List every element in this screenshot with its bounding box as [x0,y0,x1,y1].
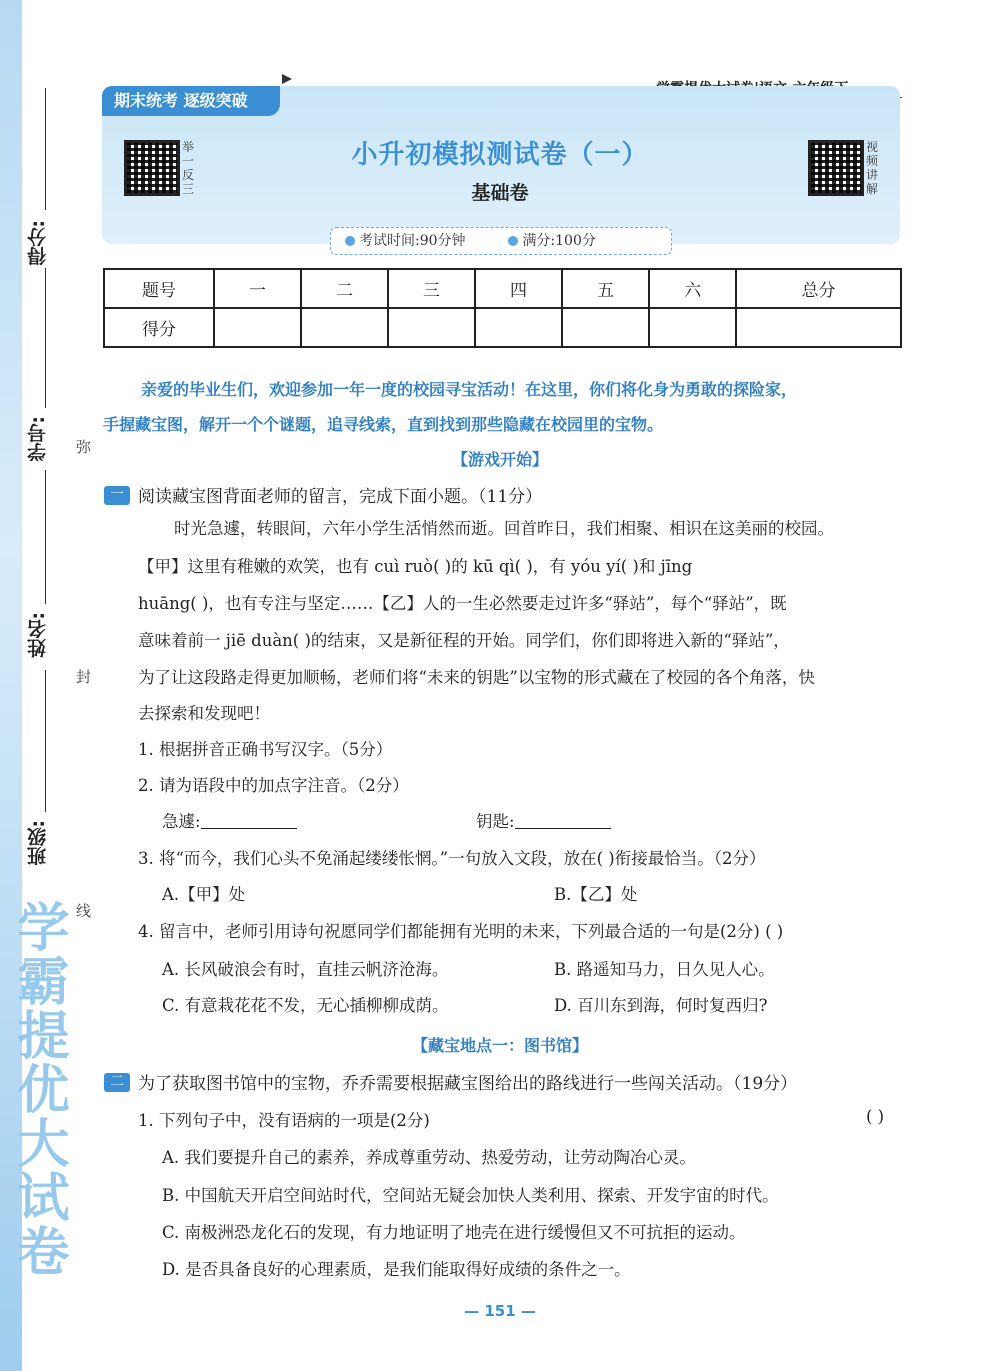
score-label: 得分: [27,220,49,266]
question-badge-1: 一 [104,486,130,505]
option-b[interactable]: B. 中国航天开启空间站时代，空间站无疑会加快人类利用、探索、开发宇宙的时代。 [162,1186,779,1205]
score-table-header-cell: 一 [214,269,301,308]
pinyin-blank-a[interactable] [201,811,297,829]
qr-right-label: 视频讲解 [866,140,879,196]
option-a[interactable]: A.【甲】处 [162,885,246,904]
score-cell[interactable] [649,308,736,347]
pinyin-answer-a [162,808,297,832]
option-a[interactable]: A. 我们要提升自己的素养，养成尊重劳动、热爱劳动，让劳动陶冶心灵。 [162,1148,696,1167]
subquestion-2: 2. 请为语段中的加点字注音。（2分） [138,776,409,795]
section-head-2: 【藏宝地点一：图书馆】 [411,1036,588,1055]
brand-vertical: 学霸提优大试卷 [8,900,68,1278]
score-cell[interactable] [736,308,901,347]
score-cell[interactable] [214,308,301,347]
score-table-row [104,308,901,347]
exam-tag: 期末统考 逐级突破 [102,86,280,116]
exam-time: 考试时间:90分钟 [359,233,466,249]
question-title-2: 为了获取图书馆中的宝物，乔乔需要根据藏宝图给出的路线进行一些闯关活动。（19分） [138,1074,798,1094]
clock-icon [345,236,355,246]
name-label: 姓名: [27,612,49,658]
passage-line: 【甲】这里有稚嫩的欢笑，也有 cuì ruò( )的 kū qì( )，有 yóu yí( )和 jīng [138,557,693,576]
option-c[interactable]: C. 南极洲恐龙化石的发现，有力地证明了地壳在进行缓慢但又不可抗拒的运动。 [162,1223,746,1242]
score-table-header-cell: 四 [475,269,562,308]
score-table-header-cell: 题号 [104,269,214,308]
score-cell[interactable] [562,308,649,347]
question-badge-2: 二 [104,1073,130,1092]
passage-line: 去探索和发现吧！ [138,704,270,723]
option-b[interactable]: B.【乙】处 [554,885,638,904]
intro-line-2: 手握藏宝图，解开一个个谜题，追寻线索，直到找到那些隐藏在校园里的宝物。 [103,415,664,434]
passage-line: 时光急遽，转眼间，六年小学生活悄然而逝。回首昨日，我们相聚、相识在这美丽的校园。 [174,519,834,538]
student-id-line[interactable] [45,268,46,408]
option-d[interactable]: D. 是否具备良好的心理素质，是我们能取得好成绩的条件之一。 [162,1260,631,1279]
score-table-header-cell: 总分 [736,269,901,308]
class-line[interactable] [45,670,46,812]
score-table-header-row [104,269,901,308]
check-icon [508,236,518,246]
intro-line-1: 亲爱的毕业生们，欢迎参加一年一度的校园寻宝活动！在这里，你们将化身为勇敢的探险家， [141,380,798,399]
option-a[interactable]: A. 长风破浪会有时，直挂云帆济沧海。 [162,960,449,979]
seal-char-mi: 弥 [76,438,92,456]
name-line[interactable] [45,470,46,604]
seal-char-feng: 封 [76,668,92,686]
section-head-1: 【游戏开始】 [451,450,548,469]
score-table-header-cell: 二 [301,269,388,308]
binding-strip [0,0,92,1371]
passage-line: 意味着前一 jiē duàn( )的结束，又是新征程的开始。同学们，你们即将进入新的“驿站”， [138,631,790,650]
score-table-header-cell: 三 [388,269,475,308]
qr-left-label: 举一反三 [182,140,195,196]
option-c[interactable]: C. 有意栽花花不发，无心插柳柳成荫。 [162,996,449,1015]
option-d[interactable]: D. 百川东到海，何时复西归? [554,996,768,1015]
score-cell[interactable] [301,308,388,347]
exam-info [330,227,672,255]
pinyin-answer-a-label: 急遽: [162,812,201,831]
student-id-label: 学号: [27,416,49,462]
header-arrow-icon [282,74,292,84]
subquestion-3: 3. 将“而今，我们心头不免涌起缕缕怅惘。”一句放入文段，放在( )衔接最恰当。（2分） [138,849,766,868]
passage-line: huāng( )，也有专注与坚定……【乙】人的一生必然要走过许多“驿站”，每个“驿站”，既 [138,594,787,613]
passage-line: 为了让这段路走得更加顺畅，老师们将“未来的钥匙”以宝物的形式藏在了校园的各个角落，快 [138,668,815,687]
pinyin-answer-b-label: 钥匙: [476,812,515,831]
score-row-label: 得分 [104,308,214,347]
page-subtitle: 基础卷 [471,182,529,204]
pinyin-answer-b [476,808,611,832]
subquestion-1: 1. 根据拼音正确书写汉字。（5分） [138,740,393,759]
score-cell[interactable] [388,308,475,347]
question-title-1: 阅读藏宝图背面老师的留言，完成下面小题。（11分） [138,487,543,507]
full-score: 满分:100分 [522,233,596,249]
pinyin-blank-b[interactable] [515,811,611,829]
class-label: 班级: [27,820,49,866]
option-b[interactable]: B. 路遥知马力，日久见人心。 [554,960,775,979]
score-table [103,268,902,348]
subquestion-2-1: 1. 下列句子中，没有语病的一项是(2分) [138,1111,430,1130]
seal-char-xian: 线 [76,902,92,920]
answer-paren[interactable]: ( ) [866,1107,885,1126]
score-table-header-cell: 六 [649,269,736,308]
page-number: — 151 — [464,1302,536,1320]
score-table-header-cell: 五 [562,269,649,308]
page-title: 小升初模拟测试卷（一） [351,140,649,170]
subquestion-4: 4. 留言中，老师引用诗句祝愿同学们都能拥有光明的未来，下列最合适的一句是(2分) ( ) [138,922,784,941]
score-cell[interactable] [475,308,562,347]
